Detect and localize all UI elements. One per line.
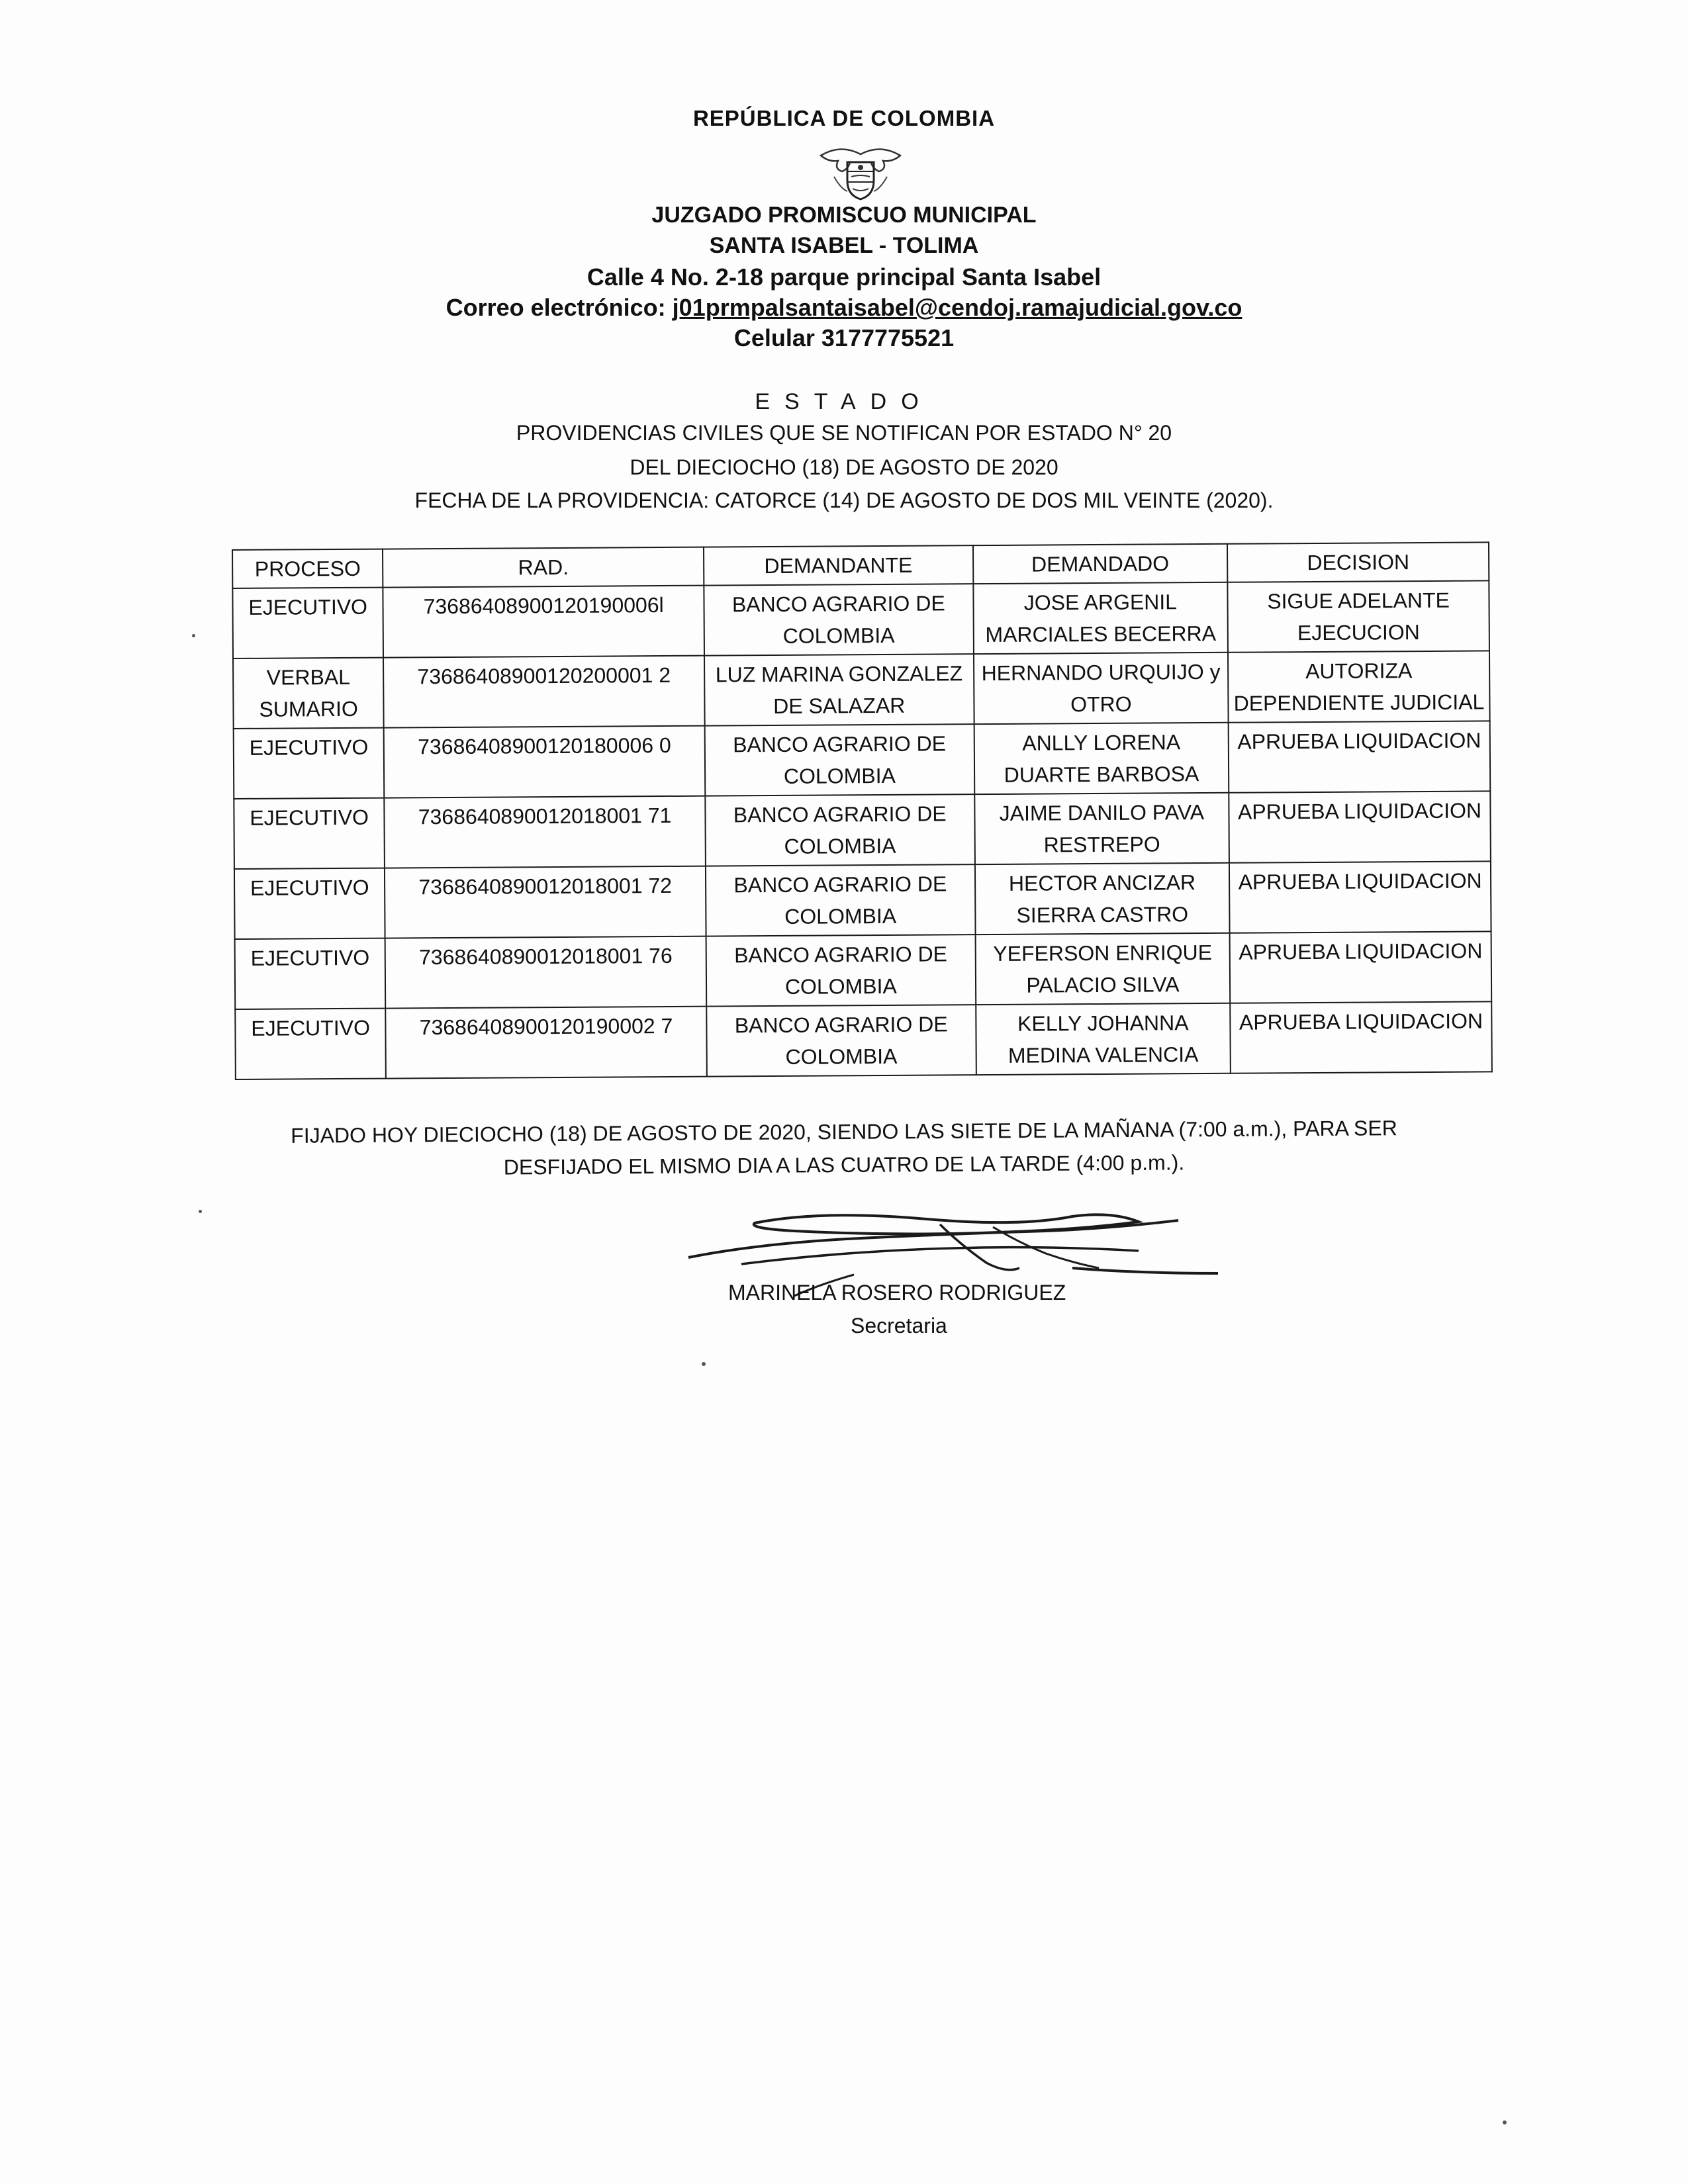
cell-proceso: EJECUTIVO <box>234 728 385 799</box>
cell-demandante: BANCO AGRARIO DE COLOMBIA <box>704 584 973 655</box>
scan-speck <box>199 1210 202 1213</box>
scan-speck <box>1503 2120 1507 2124</box>
table-row <box>235 1001 1492 1079</box>
cell-rad: 73686408900120180006 0 <box>384 726 705 798</box>
header-decision: DECISION <box>1227 542 1489 582</box>
table-row <box>235 931 1492 1009</box>
cell-demandado: ANLLY LORENA DUARTE BARBOSA <box>974 723 1229 794</box>
cell-rad: 73686408900120190002 7 <box>386 1007 707 1079</box>
court-email-line <box>0 294 1688 322</box>
cell-rad: 7368640890012018001 72 <box>385 866 706 938</box>
notice-title: ESTADO <box>755 389 933 414</box>
email-label: Correo electrónico: <box>445 294 673 321</box>
table-row <box>234 721 1491 799</box>
cell-demandante: BANCO AGRARIO DE COLOMBIA <box>706 864 975 936</box>
country-heading: REPÚBLICA DE COLOMBIA <box>692 106 996 130</box>
cell-demandado: HECTOR ANCIZAR SIERRA CASTRO <box>975 863 1230 934</box>
header-demandado: DEMANDADO <box>973 544 1228 584</box>
header-demandante: DEMANDANTE <box>704 545 973 585</box>
email-link[interactable]: j01prmpalsantaisabel@cendoj.ramajudicial.gov.co <box>672 294 1243 321</box>
cell-proceso: EJECUTIVO <box>235 1009 386 1079</box>
fijado-line-1: FIJADO HOY DIECIOCHO (18) DE AGOSTO DE 2020, SIENDO LAS SIETE DE LA MAÑANA (7:00 a.m.), PARA SER <box>291 1116 1397 1148</box>
cell-decision: APRUEBA LIQUIDACION <box>1230 931 1491 1003</box>
court-address: Calle 4 No. 2-18 parque principal Santa Isabel <box>586 263 1102 291</box>
scan-speck <box>192 634 195 637</box>
cell-demandado: HERNANDO URQUIJO y OTRO <box>974 653 1229 724</box>
cell-demandante: BANCO AGRARIO DE COLOMBIA <box>706 1005 976 1076</box>
table-row <box>233 651 1490 729</box>
cell-proceso: VERBAL SUMARIO <box>233 658 384 729</box>
cell-decision: APRUEBA LIQUIDACION <box>1229 721 1490 792</box>
court-location: SANTA ISABEL - TOLIMA <box>709 233 979 258</box>
notice-line-3: FECHA DE LA PROVIDENCIA: CATORCE (14) DE AGOSTO DE DOS MIL VEINTE (2020). <box>414 488 1274 512</box>
table-row <box>232 580 1489 659</box>
scan-speck <box>702 1362 706 1366</box>
header-rad: RAD. <box>383 547 704 588</box>
cell-demandante: BANCO AGRARIO DE COLOMBIA <box>706 934 975 1006</box>
notice-line-1: PROVIDENCIAS CIVILES QUE SE NOTIFICAN POR ESTADO N° 20 <box>516 421 1172 445</box>
cell-decision: APRUEBA LIQUIDACION <box>1229 791 1490 862</box>
cell-decision: SIGUE ADELANTE EJECUCION <box>1227 580 1489 652</box>
cell-demandante: BANCO AGRARIO DE COLOMBIA <box>705 794 974 866</box>
signatory-name: MARINELA ROSERO RODRIGUEZ <box>728 1281 1066 1304</box>
court-name: JUZGADO PROMISCUO MUNICIPAL <box>651 203 1037 228</box>
cell-proceso: EJECUTIVO <box>232 588 383 659</box>
cell-demandado: YEFERSON ENRIQUE PALACIO SILVA <box>975 933 1230 1005</box>
cell-rad: 73686408900120190006l <box>383 586 704 658</box>
cell-demandante: LUZ MARINA GONZALEZ DE SALAZAR <box>704 654 974 725</box>
court-phone: Celular 3177775521 <box>733 324 955 351</box>
providencias-table <box>232 541 1493 1080</box>
cell-demandado: JOSE ARGENIL MARCIALES BECERRA <box>973 582 1228 654</box>
cell-proceso: EJECUTIVO <box>235 938 386 1009</box>
cell-proceso: EJECUTIVO <box>234 798 385 869</box>
cell-demandado: JAIME DANILO PAVA RESTREPO <box>974 793 1229 864</box>
cell-demandado: KELLY JOHANNA MEDINA VALENCIA <box>976 1003 1231 1075</box>
colombia-coat-of-arms-icon <box>814 142 907 202</box>
cell-proceso: EJECUTIVO <box>234 868 385 939</box>
fijado-line-2: DESFIJADO EL MISMO DIA A LAS CUATRO DE LA TARDE (4:00 p.m.). <box>503 1150 1185 1179</box>
cell-rad: 7368640890012018001 76 <box>385 936 706 1009</box>
cell-decision: APRUEBA LIQUIDACION <box>1230 1001 1491 1073</box>
cell-rad: 7368640890012018001 71 <box>385 796 706 868</box>
table-row <box>234 861 1491 939</box>
cell-rad: 73686408900120200001 2 <box>383 656 704 728</box>
cell-decision: APRUEBA LIQUIDACION <box>1229 861 1491 933</box>
notice-line-2: DEL DIECIOCHO (18) DE AGOSTO DE 2020 <box>630 455 1058 479</box>
cell-demandante: BANCO AGRARIO DE COLOMBIA <box>705 724 974 796</box>
table-row <box>234 791 1491 869</box>
header-proceso: PROCESO <box>232 549 383 588</box>
signatory-role: Secretaria <box>851 1314 947 1338</box>
cell-decision: AUTORIZA DEPENDIENTE JUDICIAL <box>1228 651 1489 722</box>
